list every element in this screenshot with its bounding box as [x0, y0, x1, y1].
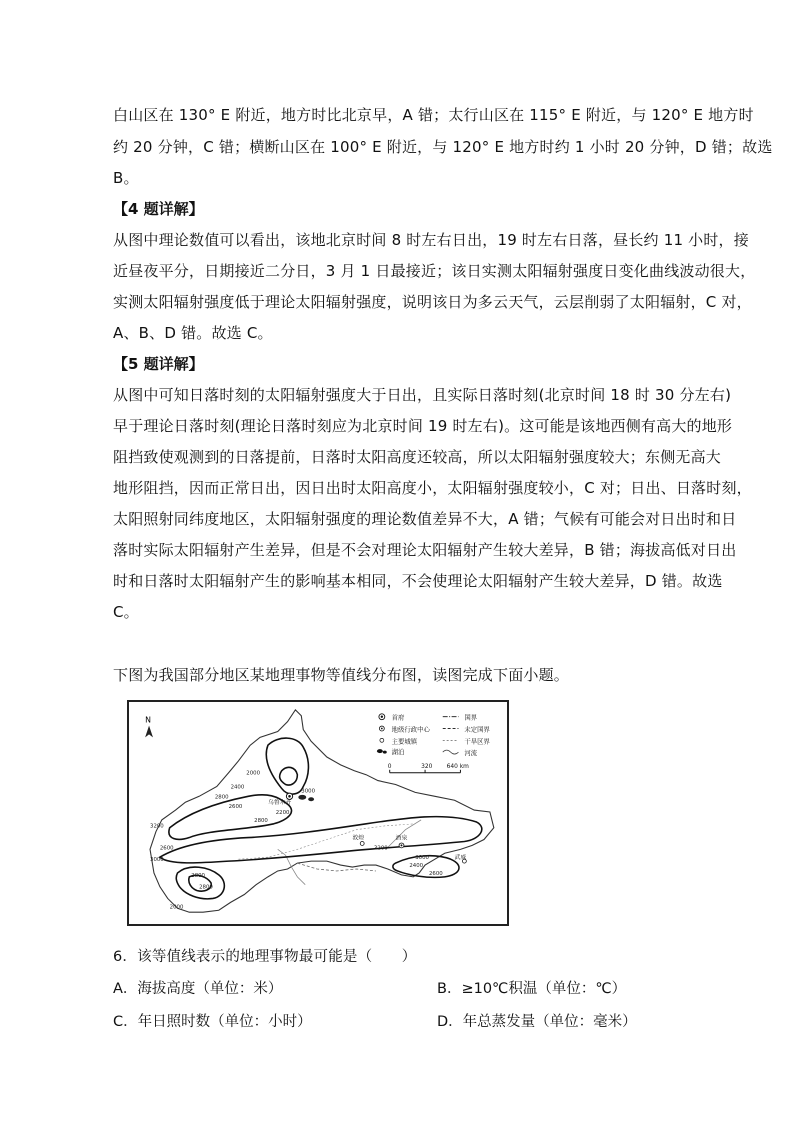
legend-label: 干旱区界: [464, 737, 490, 746]
contour-label: 2600: [159, 845, 174, 852]
contour-label: 2400: [409, 863, 424, 870]
figure-intro: 下图为我国部分地区某地理事物等值线分布图，读图完成下面小题。: [113, 666, 570, 684]
scale-bar: [388, 764, 469, 773]
city-label: 敦煌: [352, 835, 365, 842]
river: [278, 849, 306, 884]
text-line: 落时实际太阳辐射产生差异，但是不会对理论太阳辐射产生较大差异，B 错；海拔高低对日出: [113, 541, 737, 559]
contour-label: 3000: [150, 857, 164, 864]
contour-label: 2800: [191, 872, 206, 879]
city-label: 武威: [454, 855, 467, 862]
river-symbol-icon: [443, 750, 459, 754]
contour-label: 2400: [230, 784, 245, 791]
contour-label: 2600: [228, 804, 243, 811]
city-label: 乌鲁木齐: [267, 800, 292, 807]
lake: [308, 797, 314, 801]
legend-label: 地级行政中心: [391, 725, 430, 734]
question-stem: 6．该等值线表示的地理事物最可能是（ ）: [113, 949, 417, 965]
legend-label: 首府: [391, 713, 405, 722]
option-a[interactable]: A．海拔高度（单位：米）: [113, 981, 283, 997]
text-line: C。: [113, 603, 139, 621]
text-line: 从图中可知日落时刻的太阳辐射强度大于日出，且实际日落时刻(北京时间 18 时 30 分左右): [113, 386, 732, 404]
text-line: 约 20 分钟，C 错；横断山区在 100° E 附近，与 120° E 地方时约 1 小时 20 分钟，D 错；故选: [113, 138, 773, 156]
section-heading-4: 【4 题详解】: [113, 200, 204, 218]
contour-label: 2000: [169, 904, 184, 911]
text-line: 早于理论日落时刻(理论日落时刻应为北京时间 19 时左右)。这可能是该地西侧有高大的地形: [113, 417, 733, 435]
scale-label: 0: [387, 763, 392, 770]
text-line: 阻挡致使观测到的日落提前，日落时太阳高度还较高，所以太阳辐射强度较大；东侧无高大: [113, 448, 722, 466]
lake: [298, 795, 306, 800]
legend-label: 河流: [464, 749, 478, 758]
contour-label: 2200: [275, 809, 290, 816]
legend-label: 未定国界: [464, 725, 490, 734]
town-symbol-icon: [380, 738, 384, 742]
text-line: 时和日落时太阳辐射产生的影响基本相同，不会使理论太阳辐射产生较大差异，D 错。故选: [113, 572, 723, 590]
contour-label: 3000: [415, 855, 429, 862]
text-line: B。: [113, 169, 139, 187]
contour-label: 2800: [254, 817, 268, 824]
contour-label: 2800: [199, 884, 213, 891]
text-line: 白山区在 130° E 附近，地方时比北京早，A 错；太行山区在 115° E 附近，与 120° E 地方时: [113, 106, 754, 124]
text-line: 太阳照射同纬度地区，太阳辐射强度的理论数值差异不大，A 错；气候有可能会对日出时和日: [113, 510, 737, 528]
scale-label: 320: [421, 763, 433, 770]
north-arrow-icon: [145, 716, 153, 738]
contour-label: 2000: [246, 770, 261, 777]
text-line: 实测太阳辐射强度低于理论太阳辐射强度，说明该日为多云天气，云层削弱了太阳辐射，C 对，: [113, 293, 752, 311]
contour-label: 2600: [429, 870, 443, 877]
legend-label: 湖泊: [391, 748, 405, 757]
city-marker-dunhuang: [352, 834, 364, 846]
option-b[interactable]: B．≥10℃积温（单位：℃）: [437, 981, 627, 997]
contour-map: [127, 700, 509, 926]
section-heading-5: 【5 题详解】: [113, 355, 204, 373]
city-label: 酒泉: [395, 835, 408, 842]
legend-label: 主要城镇: [391, 737, 418, 746]
text-line: 近昼夜平分，日期接近二分日，3 月 1 日最接近；该日实测太阳辐射强度日变化曲线波动很大，: [113, 262, 756, 280]
legend-label: 国界: [464, 713, 478, 722]
contour-label: 3000: [301, 788, 316, 795]
contour-label: 3200: [373, 845, 388, 852]
text-line: 从图中理论数值可以看出，该地北京时间 8 时左右日出，19 时左右日落，昼长约 11 小时，接: [113, 231, 749, 249]
map-legend: [377, 713, 491, 757]
contour-label: 3200: [150, 823, 164, 830]
region-outline: [150, 710, 494, 912]
north-label: N: [145, 715, 151, 725]
contour-label: 2800: [214, 794, 229, 801]
lake-symbol-icon: [377, 749, 383, 753]
text-line: 地形阻挡，因而正常日出，因日出时太阳高度小，太阳辐射强度较小，C 对；日出、日落时刻，: [113, 479, 752, 497]
text-line: A、B、D 错。故选 C。: [113, 324, 273, 342]
scale-label: 640 km: [446, 763, 469, 770]
option-d[interactable]: D．年总蒸发量（单位：毫米）: [437, 1014, 637, 1030]
option-c[interactable]: C．年日照时数（单位：小时）: [113, 1014, 312, 1030]
